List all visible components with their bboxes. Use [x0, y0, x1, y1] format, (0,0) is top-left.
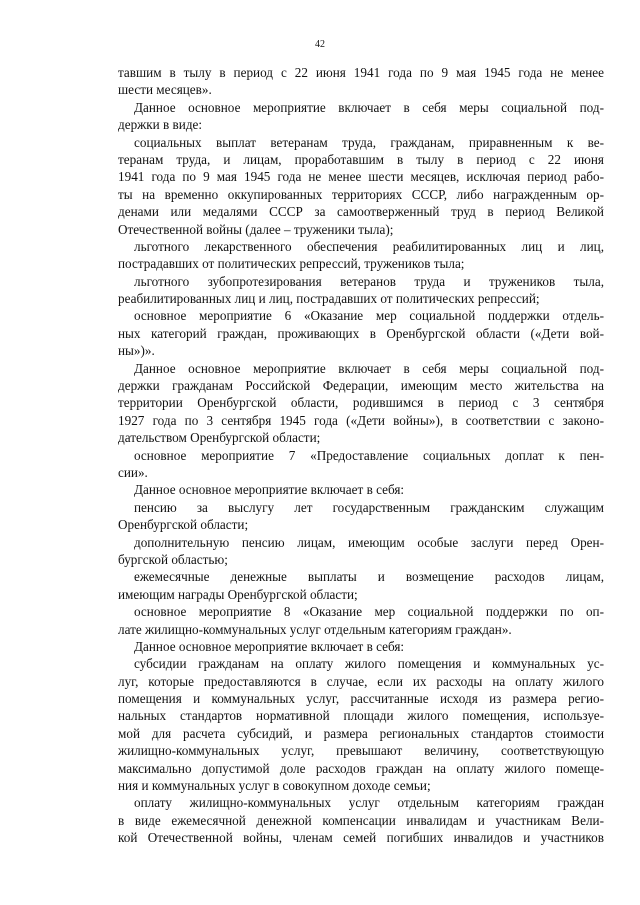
text-line: реабилитированных лиц и лиц, пострадавших от политических репрессий; — [118, 291, 540, 307]
text-line: кой Отечественной войны, членам семей погибших инвалидов и участников — [118, 830, 604, 846]
text-line: тавшим в тылу в период с 22 июня 1941 года по 9 мая 1945 года не менее — [118, 65, 604, 80]
text-line: держки в виде: — [118, 117, 203, 133]
text-line: в виде ежемесячной денежной компенсации инвалидам и участникам Вели- — [118, 812, 604, 828]
text-line: ежемесячные денежные выплаты и возмещение расходов лицам, — [134, 569, 604, 585]
text-line: Отечественной войны (далее – труженики тыла); — [118, 221, 394, 237]
text-line: ты на временно оккупированных территориях СССР, либо награжденным ор- — [118, 186, 604, 202]
text-line: максимально допустимой доле расходов граждан на оплату жилого помеще- — [118, 760, 604, 776]
text-line: оплату жилищно-коммунальных услуг отдельным категориям граждан — [134, 795, 604, 811]
text-line: 1941 года по 9 мая 1945 года не менее шести месяцев, исключая период рабо- — [118, 169, 604, 185]
text-line: луг, которые предоставляются в случае, если их расходы на оплату жилого — [118, 673, 604, 689]
text-line: Данное основное мероприятие включает в себя меры социальной под- — [134, 99, 604, 115]
page-number: 42 — [315, 39, 325, 50]
text-line: шести месяцев». — [118, 82, 212, 98]
text-line: субсидии гражданам на оплату жилого помещения и коммунальных ус- — [134, 656, 604, 672]
text-line: 1927 года по 3 сентября 1945 года («Дети войны»), в соответствии с законо- — [118, 412, 604, 428]
text-line: денами или медалями СССР за самоотверженный труд в период Великой — [118, 204, 604, 220]
text-line: территории Оренбургской области, родившимся в период с 3 сентября — [118, 395, 604, 411]
text-line: социальных выплат ветеранам труда, гражданам, приравненным к ве- — [134, 134, 604, 150]
text-line: основное мероприятие 8 «Оказание мер социальной поддержки по оп- — [134, 604, 604, 620]
text-line: ны»)». — [118, 343, 155, 359]
document-body — [118, 64, 604, 847]
text-line: ных категорий граждан, проживающих в Оренбургской области («Дети вой- — [118, 325, 604, 341]
text-line: держки гражданам Российской Федерации, имеющим место жительства на — [118, 378, 604, 394]
text-line: бургской областью; — [118, 551, 228, 567]
text-line: пенсию за выслугу лет государственным гражданским служащим — [134, 499, 604, 515]
text-line: дополнительную пенсию лицам, имеющим особые заслуги перед Орен- — [134, 534, 604, 550]
text-line: основное мероприятие 6 «Оказание мер социальной поддержки отдель- — [134, 308, 604, 324]
text-line: дательством Оренбургской области; — [118, 430, 321, 446]
text-line: Данное основное мероприятие включает в себя меры социальной под- — [134, 360, 604, 376]
text-line: сии». — [118, 464, 148, 480]
text-line: пострадавших от политических репрессий, тружеников тыла; — [118, 256, 465, 272]
text-line: теранам труда, и лицам, проработавшим в тылу в период с 22 июня — [118, 151, 604, 167]
text-line: ния и коммунальных услуг в совокупном доходе семьи; — [118, 778, 431, 794]
text-line: мой для расчета субсидий, и размера региональных стандартов стоимости — [118, 725, 604, 741]
text-line: Данное основное мероприятие включает в себя: — [134, 482, 405, 498]
text-line: нальных стандартов нормативной площади жилого помещения, используе- — [118, 708, 604, 724]
text-line: Данное основное мероприятие включает в себя: — [134, 638, 405, 654]
text-line: льготного лекарственного обеспечения реабилитированных лиц и лиц, — [134, 238, 604, 254]
text-line: имеющим награды Оренбургской области; — [118, 586, 358, 602]
text-line: Оренбургской области; — [118, 517, 249, 533]
text-line: льготного зубопротезирования ветеранов труда и тружеников тыла, — [134, 273, 604, 289]
text-line: жилищно-коммунальных услуг, превышают величину, соответствующую — [118, 743, 604, 759]
text-line: лате жилищно-коммунальных услуг отдельным категориям граждан». — [118, 621, 512, 637]
text-line: помещения и коммунальных услуг, рассчитанные исходя из размера регио- — [118, 691, 604, 707]
text-line: основное мероприятие 7 «Предоставление социальных доплат к пен- — [134, 447, 604, 463]
